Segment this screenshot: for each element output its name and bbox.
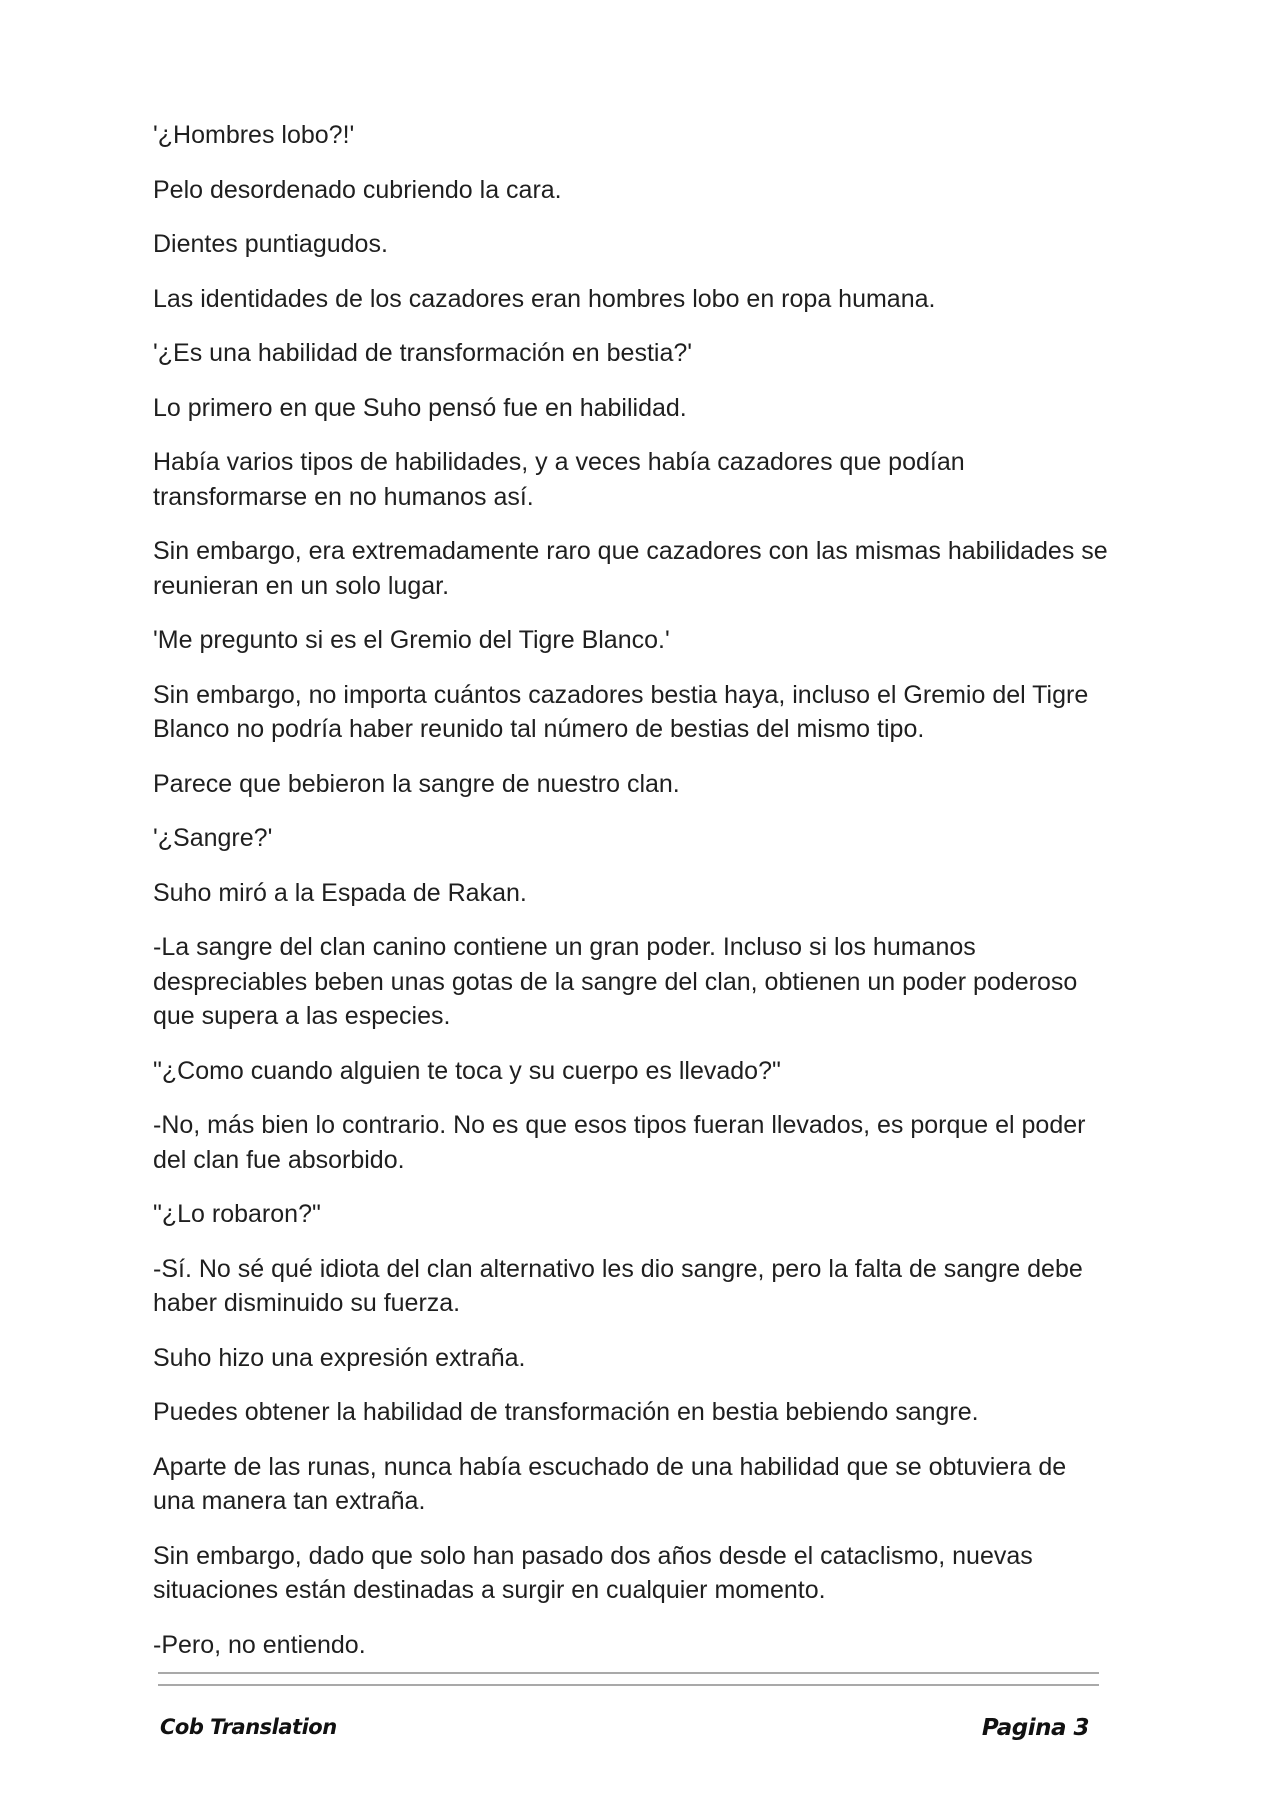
paragraph: Dientes puntiagudos. [153, 230, 388, 258]
paragraph: -Pero, no entiendo. [153, 1630, 366, 1659]
paragraph: '¿Sangre?' [153, 824, 273, 852]
paragraph: Puedes obtener la habilidad de transformación en bestia bebiendo sangre. [153, 1398, 979, 1426]
paragraph: Había varios tipos de habilidades, y a veces había cazadores que podían transformarse en no humanos así. [153, 448, 965, 511]
paragraph: Pelo desordenado cubriendo la cara. [153, 175, 562, 204]
footer-divider-bottom [158, 1684, 1099, 1686]
document-body [153, 118, 1113, 1682]
paragraph: -No, más bien lo contrario. No es que esos tipos fueran llevados, es porque el poder del clan fue absorbido. [153, 1111, 1086, 1174]
paragraph: '¿Hombres lobo?!' [153, 121, 355, 149]
paragraph: -Sí. No sé qué idiota del clan alternativo les dio sangre, pero la falta de sangre debe haber disminuido su fuerza. [153, 1254, 1083, 1317]
footer-divider-top [158, 1672, 1099, 1674]
paragraph: "¿Lo robaron?" [153, 1200, 321, 1228]
page-number: Pagina 3 [981, 1715, 1089, 1741]
paragraph: Sin embargo, dado que solo han pasado dos años desde el cataclismo, nuevas situaciones están destinadas a surgir en cualquier momento. [153, 1541, 1033, 1604]
paragraph: Aparte de las runas, nunca había escuchado de una habilidad que se obtuviera de una manera tan extraña. [153, 1452, 1067, 1515]
paragraph: Suho miró a la Espada de Rakan. [153, 878, 527, 907]
paragraph: Las identidades de los cazadores eran hombres lobo en ropa humana. [153, 284, 936, 313]
paragraph: -La sangre del clan canino contiene un gran poder. Incluso si los humanos despreciables beben unas gotas de la sangre del clan, obtienen un poder poderoso que supera a las especies. [153, 933, 1078, 1030]
paragraph: 'Me pregunto si es el Gremio del Tigre Blanco.' [153, 626, 670, 654]
paragraph: Suho hizo una expresión extraña. [153, 1343, 526, 1372]
paragraph: "¿Como cuando alguien te toca y su cuerpo es llevado?" [153, 1056, 781, 1085]
paragraph: Sin embargo, era extremadamente raro que cazadores con las mismas habilidades se reunieran en un solo lugar. [153, 537, 1108, 600]
paragraph: Lo primero en que Suho pensó fue en habilidad. [153, 393, 687, 422]
paragraph: '¿Es una habilidad de transformación en bestia?' [153, 339, 693, 367]
footer-credit: Cob Translation [160, 1715, 337, 1739]
paragraph: Sin embargo, no importa cuántos cazadores bestia haya, incluso el Gremio del Tigre Blanco no podría haber reunido tal número de bestias del mismo tipo. [153, 680, 1089, 743]
paragraph: Parece que bebieron la sangre de nuestro clan. [153, 769, 680, 798]
